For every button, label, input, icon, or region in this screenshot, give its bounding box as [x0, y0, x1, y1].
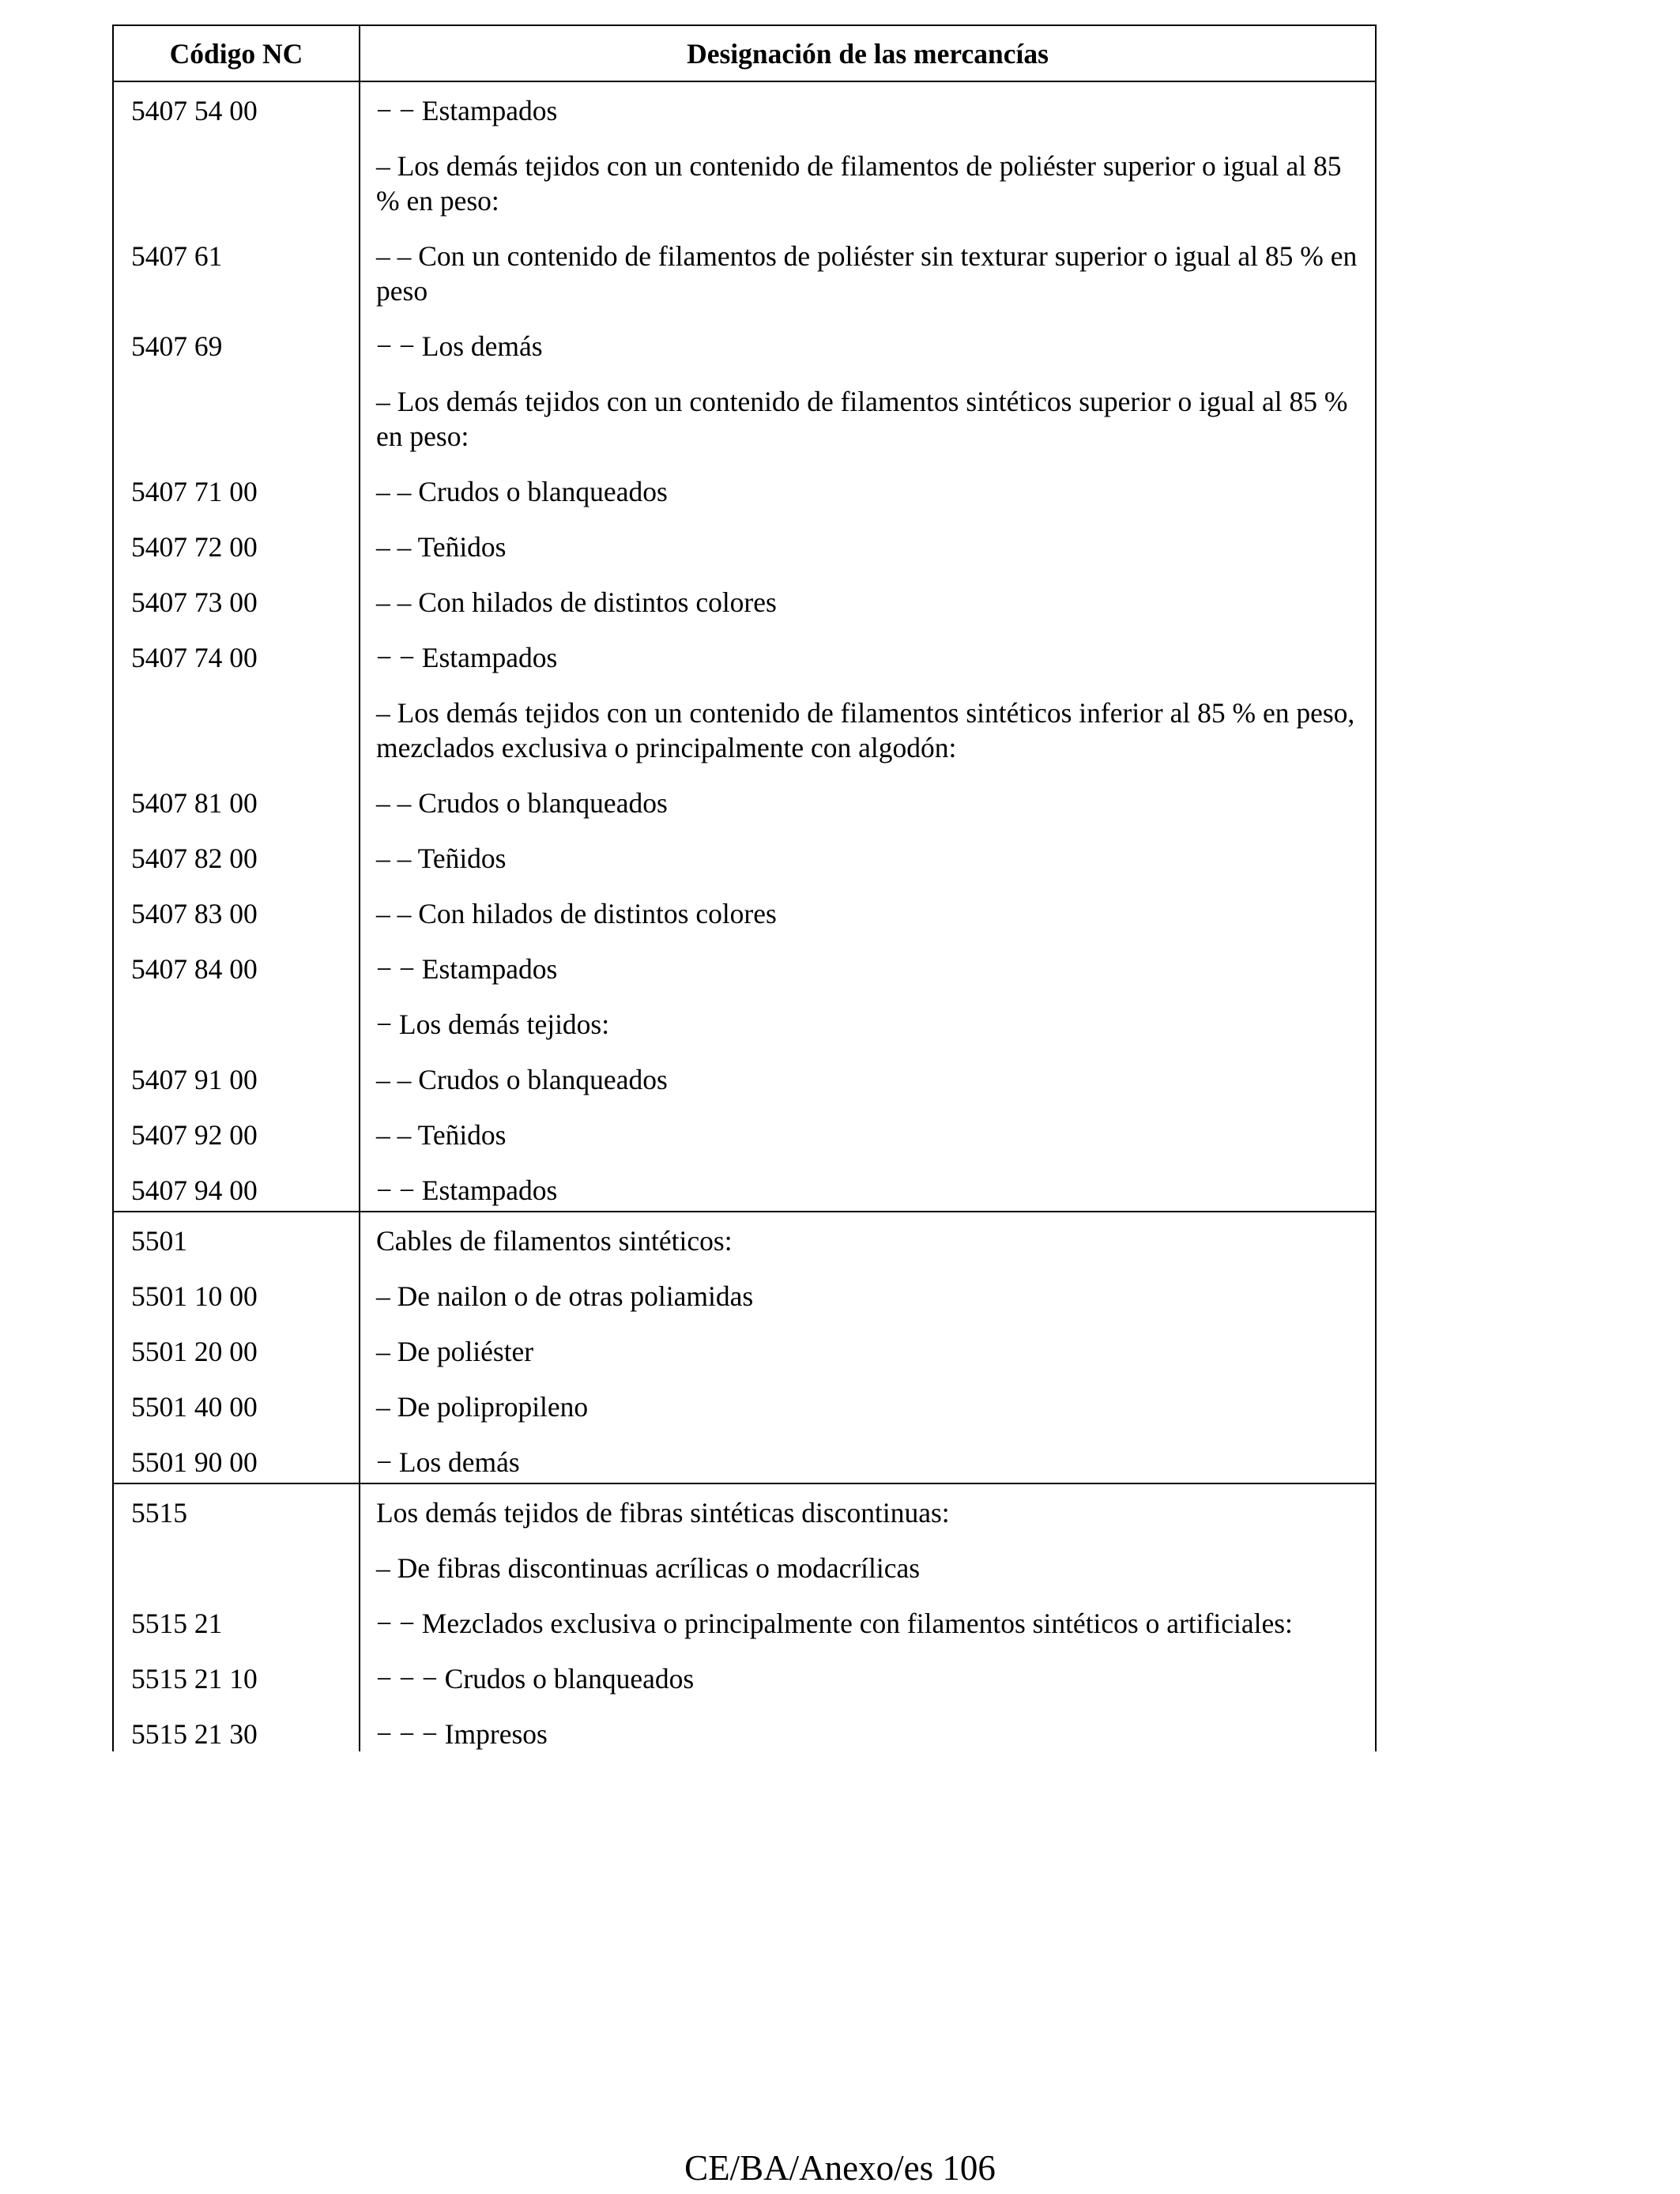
- table-row: [113, 1601, 1376, 1657]
- cn-code-cell: 5501 20 00: [113, 1329, 360, 1385]
- table-row: [113, 892, 1376, 947]
- table-row: [113, 836, 1376, 892]
- description-cell: Los demás tejidos de fibras sintéticas discontinuas:: [360, 1483, 1376, 1546]
- description-cell: − Los demás tejidos:: [360, 1002, 1376, 1057]
- cn-code-cell: 5407 92 00: [113, 1113, 360, 1168]
- description-cell: − − Mezclados exclusiva o principalmente con filamentos sintéticos o artificiales:: [360, 1601, 1376, 1657]
- cn-code-cell: 5407 69: [113, 324, 360, 379]
- description-cell: – – Con hilados de distintos colores: [360, 892, 1376, 947]
- cn-code-cell: [113, 1546, 360, 1601]
- cn-code-cell: 5407 91 00: [113, 1057, 360, 1113]
- table-row: [113, 1113, 1376, 1168]
- header-code: Código NC: [113, 25, 360, 81]
- table-row: [113, 234, 1376, 324]
- description-cell: – De nailon o de otras poliamidas: [360, 1274, 1376, 1329]
- description-cell: – – Crudos o blanqueados: [360, 1057, 1376, 1113]
- table-row: [113, 1440, 1376, 1483]
- table-row: [113, 1546, 1376, 1601]
- description-cell: − − Estampados: [360, 635, 1376, 691]
- description-cell: – Los demás tejidos con un contenido de filamentos sintéticos inferior al 85 % en peso, mezclados exclusiva o principalmente con algodón:: [360, 691, 1376, 781]
- description-cell: Cables de filamentos sintéticos:: [360, 1212, 1376, 1274]
- description-cell: – – Teñidos: [360, 525, 1376, 580]
- tariff-table: [112, 25, 1377, 1751]
- cn-code-cell: [113, 379, 360, 469]
- table-row: [113, 1712, 1376, 1751]
- table-row: [113, 1057, 1376, 1113]
- table-row: [113, 1329, 1376, 1385]
- description-cell: − Los demás: [360, 1440, 1376, 1483]
- cn-code-cell: 5515 21 30: [113, 1712, 360, 1751]
- description-cell: − − Estampados: [360, 947, 1376, 1002]
- table-row: [113, 324, 1376, 379]
- description-cell: − − − Crudos o blanqueados: [360, 1657, 1376, 1712]
- page-footer: CE/BA/Anexo/es 106: [684, 2148, 996, 2188]
- cn-code-cell: 5515 21: [113, 1601, 360, 1657]
- description-cell: − − Los demás: [360, 324, 1376, 379]
- table-row: [113, 1274, 1376, 1329]
- table-row: [113, 1385, 1376, 1440]
- table-row: [113, 947, 1376, 1002]
- table-row: [113, 1657, 1376, 1712]
- table-row: [113, 81, 1376, 144]
- table-row: [113, 1212, 1376, 1274]
- cn-code-cell: [113, 691, 360, 781]
- cn-code-cell: 5407 74 00: [113, 635, 360, 691]
- table-row: [113, 144, 1376, 234]
- description-cell: – Los demás tejidos con un contenido de filamentos de poliéster superior o igual al 85 % en peso:: [360, 144, 1376, 234]
- cn-code-cell: 5515: [113, 1483, 360, 1546]
- table-row: [113, 1002, 1376, 1057]
- cn-code-cell: 5407 61: [113, 234, 360, 324]
- cn-code-cell: 5407 73 00: [113, 580, 360, 635]
- cn-code-cell: 5501 90 00: [113, 1440, 360, 1483]
- description-cell: – – Teñidos: [360, 836, 1376, 892]
- table-row: [113, 1483, 1376, 1546]
- cn-code-cell: 5407 84 00: [113, 947, 360, 1002]
- cn-code-cell: 5407 54 00: [113, 81, 360, 144]
- cn-code-cell: [113, 144, 360, 234]
- description-cell: − − Estampados: [360, 81, 1376, 144]
- description-cell: – – Con hilados de distintos colores: [360, 580, 1376, 635]
- description-cell: – – Teñidos: [360, 1113, 1376, 1168]
- table-row: [113, 781, 1376, 836]
- cn-code-cell: 5407 72 00: [113, 525, 360, 580]
- cn-code-cell: 5407 94 00: [113, 1168, 360, 1212]
- cn-code-cell: 5407 81 00: [113, 781, 360, 836]
- table-row: [113, 691, 1376, 781]
- description-cell: − − Estampados: [360, 1168, 1376, 1212]
- cn-code-cell: [113, 1002, 360, 1057]
- description-cell: – – Crudos o blanqueados: [360, 781, 1376, 836]
- table-row: [113, 580, 1376, 635]
- description-cell: – – Crudos o blanqueados: [360, 469, 1376, 525]
- table-row: [113, 635, 1376, 691]
- description-cell: – Los demás tejidos con un contenido de filamentos sintéticos superior o igual al 85 % en peso:: [360, 379, 1376, 469]
- cn-code-cell: 5407 82 00: [113, 836, 360, 892]
- table-row: [113, 469, 1376, 525]
- cn-code-cell: 5407 83 00: [113, 892, 360, 947]
- table-body: [113, 81, 1376, 1751]
- description-cell: – De poliéster: [360, 1329, 1376, 1385]
- cn-code-cell: 5515 21 10: [113, 1657, 360, 1712]
- header-description: Designación de las mercancías: [360, 25, 1376, 81]
- description-cell: – De fibras discontinuas acrílicas o modacrílicas: [360, 1546, 1376, 1601]
- description-cell: – – Con un contenido de filamentos de poliéster sin texturar superior o igual al 85 % en peso: [360, 234, 1376, 324]
- table-row: [113, 525, 1376, 580]
- cn-code-cell: 5407 71 00: [113, 469, 360, 525]
- table-header-row: [113, 25, 1376, 81]
- table-row: [113, 1168, 1376, 1212]
- table-row: [113, 379, 1376, 469]
- cn-code-cell: 5501 10 00: [113, 1274, 360, 1329]
- description-cell: − − − Impresos: [360, 1712, 1376, 1751]
- description-cell: – De polipropileno: [360, 1385, 1376, 1440]
- cn-code-cell: 5501: [113, 1212, 360, 1274]
- cn-code-cell: 5501 40 00: [113, 1385, 360, 1440]
